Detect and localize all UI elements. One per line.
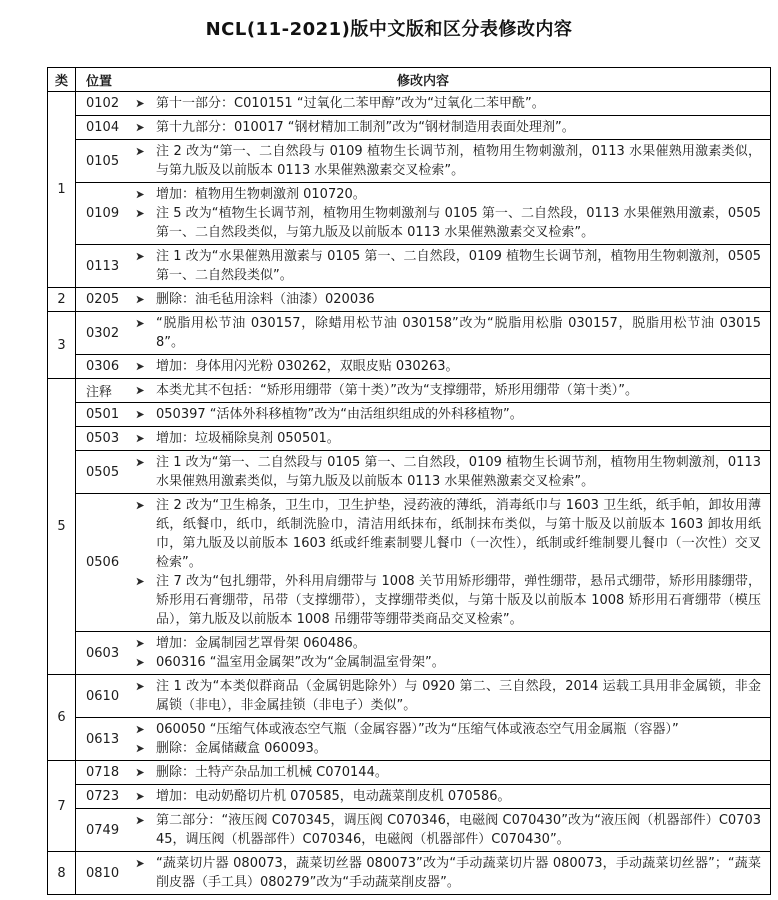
modification-text: “蔬菜切片器 080073，蔬菜切丝器 080073”改为“手动蔬菜切片器 080073，手动蔬菜切丝器”；“蔬菜削皮器（手工具）080279”改为“手动蔬菜削皮器”。: [156, 856, 761, 890]
table-row: [76, 809, 770, 851]
modification-item: [134, 142, 761, 180]
bullet-arrow-icon: [134, 429, 156, 448]
modification-item: [134, 677, 761, 715]
position-cell: 0749: [86, 822, 120, 838]
table-row: [76, 403, 770, 427]
bullet-arrow-icon: [134, 314, 156, 352]
table-row: [76, 140, 770, 183]
modification-items: [134, 357, 770, 376]
modification-items: [134, 429, 770, 448]
class-cell: 6: [48, 675, 76, 760]
position-cell: 0105: [86, 153, 120, 169]
modification-items: [134, 142, 770, 180]
modifications-table: [47, 67, 771, 895]
position-cell: 0723: [86, 789, 120, 804]
position-cell: 0505: [86, 464, 120, 480]
bullet-arrow-icon: [134, 118, 156, 137]
table-row: [76, 116, 770, 140]
modification-text: 删除：金属储藏盒 060093。: [156, 741, 327, 756]
modification-items: [134, 677, 770, 715]
table-row: [76, 718, 770, 760]
modification-item: [134, 381, 761, 400]
modification-item: [134, 787, 761, 806]
table-body: [48, 92, 770, 894]
modification-text: 050397 “活体外科移植物”改为“由活组织组成的外科移植物”。: [156, 407, 523, 422]
modification-item: [134, 811, 761, 849]
class-cell: 2: [48, 288, 76, 311]
table-row: [76, 451, 770, 494]
modification-item: [134, 185, 761, 204]
modification-item: [134, 204, 761, 242]
position-cell: 0102: [86, 96, 120, 111]
bullet-arrow-icon: [134, 405, 156, 424]
modification-items: [134, 247, 770, 285]
class-cell: 7: [48, 761, 76, 851]
bullet-arrow-icon: [134, 496, 156, 572]
class-rows: [76, 312, 770, 378]
position-cell: 0603: [86, 645, 120, 661]
position-cell: 0503: [86, 431, 120, 446]
modification-items: [134, 787, 770, 806]
bullet-arrow-icon: [134, 572, 156, 629]
table-row: [76, 312, 770, 355]
class-cell: 3: [48, 312, 76, 378]
modification-item: [134, 405, 761, 424]
modification-text: “脱脂用松节油 030157，除蜡用松节油 030158”改为“脱脂用松脂 030157，脱脂用松节油 030158”。: [156, 316, 761, 350]
modification-items: [134, 763, 770, 782]
modification-item: [134, 739, 761, 758]
bullet-arrow-icon: [134, 142, 156, 180]
modification-items: [134, 118, 770, 137]
position-cell: 0109: [86, 206, 120, 221]
modification-text: 第十一部分：C010151 “过氧化二苯甲醇”改为“过氧化二苯甲酰”。: [156, 96, 545, 111]
modification-text: 增加：垃圾桶除臭剂 050501。: [156, 431, 340, 446]
modification-text: 第二部分：“液压阀 C070345，调压阀 C070346，电磁阀 C070430”改为“液压阀（机器部件）C070345，调压阀（机器部件）C070346，电磁阀（机器部件）C070430”。: [156, 813, 761, 847]
class-band: [48, 852, 770, 894]
modification-item: [134, 453, 761, 491]
bullet-arrow-icon: [134, 763, 156, 782]
bullet-arrow-icon: [134, 381, 156, 400]
position-cell: 0718: [86, 765, 120, 780]
bullet-arrow-icon: [134, 185, 156, 204]
position-cell: 0205: [86, 292, 120, 307]
modification-items: [134, 496, 770, 629]
modification-items: [134, 94, 770, 113]
class-cell: 8: [48, 852, 76, 894]
modification-text: 删除：油毛毡用涂料（油漆）020036: [156, 292, 375, 307]
modification-text: 注 1 改为“水果催熟用激素与 0105 第一、二自然段，0109 植物生长调节剂，植物用生物刺激剂，0505 第一、二自然段类似”。: [156, 249, 761, 283]
table-row: [76, 632, 770, 674]
class-band: [48, 312, 770, 379]
modification-item: [134, 653, 761, 672]
header-position: 位置: [86, 74, 113, 89]
modification-item: [134, 247, 761, 285]
modification-item: [134, 496, 761, 572]
table-row: [76, 183, 770, 245]
modification-text: 本类尤其不包括：“矫形用绷带（第十类）”改为“支撑绷带，矫形用绷带（第十类）”。: [156, 383, 638, 398]
position-cell: 0302: [86, 325, 120, 341]
class-rows: [76, 675, 770, 760]
class-band: [48, 379, 770, 675]
document-title: NCL(11-2021)版中文版和区分表修改内容: [205, 19, 573, 40]
bullet-arrow-icon: [134, 453, 156, 491]
header-content: 修改内容: [396, 74, 449, 89]
modification-text: 增加：身体用闪光粉 030262，双眼皮贴 030263。: [156, 359, 459, 374]
modification-item: [134, 763, 761, 782]
modification-items: [134, 811, 770, 849]
bullet-arrow-icon: [134, 739, 156, 758]
class-band: [48, 92, 770, 288]
modification-text: 删除：土特产杂品加工机械 C070144。: [156, 765, 388, 780]
bullet-arrow-icon: [134, 290, 156, 309]
class-band: [48, 288, 770, 312]
bullet-arrow-icon: [134, 634, 156, 653]
modification-items: [134, 405, 770, 424]
bullet-arrow-icon: [134, 653, 156, 672]
modification-text: 注 2 改为“卫生棉条，卫生巾，卫生护垫，浸药液的薄纸，消毒纸巾与 1603 卫生纸，纸手帕，卸妆用薄纸，纸餐巾，纸巾，纸制洗脸巾，清洁用纸抹布，纸制抹布类似，与第十版及以前版本 1603 卸妆用纸巾，第九版及以前版本 1603 纸或纤维素制婴儿餐巾（一次性），纸制或纤维制婴儿餐巾（一次性）交叉检索”。: [156, 498, 761, 570]
modification-text: 060316 “温室用金属架”改为“金属制温室骨架”。: [156, 655, 445, 670]
bullet-arrow-icon: [134, 94, 156, 113]
modification-item: [134, 572, 761, 629]
modification-text: 060050 “压缩气体或液态空气瓶（金属容器）”改为“压缩气体或液态空气用金属瓶（容器）”: [156, 722, 679, 737]
position-cell: 0613: [86, 731, 120, 747]
position-cell: 0506: [86, 555, 120, 570]
class-band: [48, 675, 770, 761]
modification-text: 增加：金属制园艺罩骨架 060486。: [156, 636, 366, 651]
position-cell: 0306: [86, 359, 120, 374]
modification-item: [134, 720, 761, 739]
modification-items: [134, 634, 770, 672]
class-cell: 5: [48, 379, 76, 674]
modification-items: [134, 854, 770, 892]
modification-text: 增加：植物用生物刺激剂 010720。: [156, 187, 366, 202]
bullet-arrow-icon: [134, 357, 156, 376]
modification-text: 注 2 改为“第一、二自然段与 0109 植物生长调节剂，植物用生物刺激剂，0113 水果催熟用激素类似，与第九版及以前版本 0113 水果催熟激素交叉检索”。: [156, 144, 761, 178]
table-row: [76, 288, 770, 311]
bullet-arrow-icon: [134, 720, 156, 739]
class-rows: [76, 288, 770, 311]
modification-text: 增加：电动奶酪切片机 070585，电动蔬菜削皮机 070586。: [156, 789, 511, 804]
modification-items: [134, 314, 770, 352]
modification-text: 注 1 改为“本类似群商品（金属钥匙除外）与 0920 第二、三自然段，2014 运载工具用非金属锁，非金属锁（非电），非金属挂锁（非电子）类似”。: [156, 679, 761, 713]
bullet-arrow-icon: [134, 811, 156, 849]
modification-items: [134, 185, 770, 242]
position-cell: 0501: [86, 407, 120, 422]
class-cell: 1: [48, 92, 76, 287]
modification-text: 第十九部分：010017 “钢材精加工制剂”改为“钢材制造用表面处理剂”。: [156, 120, 575, 135]
modification-text: 注 1 改为“第一、二自然段与 0105 第一、二自然段，0109 植物生长调节剂，植物用生物刺激剂，0113 水果催熟用激素类似，与第九版及以前版本 0113 水果催熟激素交叉检索”。: [156, 455, 761, 489]
table-row: [76, 427, 770, 451]
modification-item: [134, 357, 761, 376]
position-cell: 0113: [86, 258, 120, 274]
modification-item: [134, 634, 761, 653]
table-row: [76, 494, 770, 632]
class-rows: [76, 761, 770, 851]
bullet-arrow-icon: [134, 677, 156, 715]
modification-item: [134, 290, 761, 309]
table-row: [76, 785, 770, 809]
position-cell: 0810: [86, 865, 120, 881]
modification-items: [134, 290, 770, 309]
bullet-arrow-icon: [134, 854, 156, 892]
class-rows: [76, 92, 770, 287]
table-row: [76, 761, 770, 785]
bullet-arrow-icon: [134, 247, 156, 285]
bullet-arrow-icon: [134, 204, 156, 242]
table-row: [76, 852, 770, 894]
modification-item: [134, 429, 761, 448]
header-right-cell: [76, 68, 770, 91]
bullet-arrow-icon: [134, 787, 156, 806]
table-header-row: [48, 68, 770, 92]
table-row: [76, 92, 770, 116]
modification-text: 注 5 改为“植物生长调节剂，植物用生物刺激剂与 0105 第一、二自然段，0113 水果催熟用激素，0505 第一、二自然段类似，与第九版及以前版本 0113 水果催熟激素交叉检索”。: [156, 206, 761, 240]
modification-item: [134, 314, 761, 352]
position-cell: 注释: [86, 385, 113, 400]
modification-item: [134, 94, 761, 113]
position-cell: 0104: [86, 120, 120, 135]
class-rows: [76, 379, 770, 674]
header-class: 类: [48, 68, 76, 91]
class-band: [48, 761, 770, 852]
table-row: [76, 675, 770, 718]
modification-text: 注 7 改为“包扎绷带，外科用肩绷带与 1008 关节用矫形绷带，弹性绷带，悬吊式绷带，矫形用膝绷带，矫形用石膏绷带，吊带（支撑绷带），支撑绷带类似，与第十版及以前版本 1008 矫形用石膏绷带（模压品），第九版及以前版本 1008 吊绷带等绷带类商品交叉检索”。: [156, 574, 761, 627]
modification-item: [134, 854, 761, 892]
position-cell: 0610: [86, 688, 120, 704]
class-rows: [76, 852, 770, 894]
modification-items: [134, 720, 770, 758]
table-row: [76, 355, 770, 378]
modification-items: [134, 453, 770, 491]
table-row: [76, 379, 770, 403]
table-row: [76, 245, 770, 287]
modification-item: [134, 118, 761, 137]
modification-items: [134, 381, 770, 400]
